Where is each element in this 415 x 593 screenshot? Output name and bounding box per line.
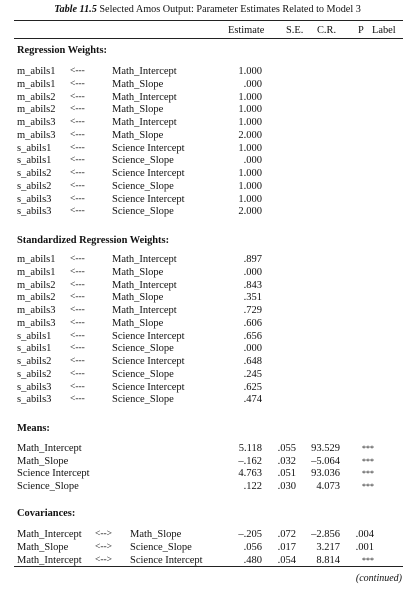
- section-title-regression: Regression Weights:: [17, 45, 107, 56]
- estimate-value: 1.000: [238, 193, 262, 205]
- dependent-variable: m_abils1: [17, 266, 56, 278]
- header-rule: [14, 38, 403, 39]
- cr-value: 93.036: [311, 468, 340, 480]
- header-p: P: [358, 25, 364, 36]
- estimate-value: .656: [243, 330, 262, 342]
- predictor-variable: Math_Slope: [112, 317, 164, 329]
- path-arrow: <---: [70, 104, 85, 115]
- estimate-value: –.205: [238, 529, 262, 540]
- path-arrow: <---: [70, 129, 85, 140]
- header-se: S.E.: [286, 25, 304, 36]
- table-row: [0, 205, 415, 218]
- estimate-value: –.162: [238, 455, 262, 467]
- path-arrow: <---: [70, 117, 85, 127]
- cr-value: 93.529: [311, 443, 340, 454]
- estimate-value: .648: [243, 356, 262, 367]
- p-value: ***: [362, 469, 374, 479]
- table-row: [0, 528, 415, 541]
- dependent-variable: m_abils2: [17, 104, 56, 116]
- dependent-variable: s_abils3: [17, 193, 52, 205]
- section-title-covariances: Covariances:: [17, 508, 76, 519]
- estimate-value: 5.118: [238, 443, 262, 454]
- p-value: .001: [355, 541, 374, 553]
- mean-variable: Math_Intercept: [17, 443, 82, 454]
- path-arrow: <---: [70, 155, 85, 166]
- se-value: .051: [277, 468, 296, 480]
- estimate-value: .474: [243, 394, 262, 406]
- dependent-variable: s_abils3: [17, 381, 52, 393]
- table-row: [0, 541, 415, 554]
- predictor-variable: Science_Slope: [112, 155, 174, 167]
- estimate-value: .000: [243, 155, 262, 167]
- dependent-variable: m_abils3: [17, 117, 56, 128]
- path-arrow: <---: [70, 78, 85, 89]
- se-value: .072: [277, 529, 296, 540]
- path-arrow: <---: [70, 254, 85, 264]
- estimate-value: 2.000: [238, 206, 262, 218]
- dependent-variable: s_abils2: [17, 356, 52, 367]
- estimate-value: .729: [243, 305, 262, 316]
- table-number: Table 11.5: [54, 4, 97, 15]
- estimate-value: 4.763: [238, 468, 262, 480]
- mean-variable: Math_Slope: [17, 455, 69, 467]
- predictor-variable: Math_Slope: [112, 78, 164, 90]
- covariance-arrow: <-->: [95, 529, 113, 539]
- dependent-variable: s_abils2: [17, 368, 52, 380]
- dependent-variable: s_abils1: [17, 343, 52, 355]
- estimate-value: 1.000: [238, 91, 262, 103]
- table-row: [0, 103, 415, 116]
- path-arrow: <---: [70, 317, 85, 328]
- predictor-variable: Math_Intercept: [112, 66, 177, 77]
- dependent-variable: m_abils1: [17, 78, 56, 90]
- table-row: [0, 129, 415, 142]
- table-row: [0, 554, 415, 567]
- table-row: [0, 291, 415, 304]
- header-cr: C.R.: [317, 25, 337, 36]
- estimate-value: .606: [243, 317, 262, 329]
- table-row: [0, 65, 415, 78]
- estimate-value: 1.000: [238, 142, 262, 154]
- estimate-value: 1.000: [238, 66, 262, 77]
- path-arrow: <---: [70, 193, 85, 204]
- estimate-value: .625: [243, 381, 262, 393]
- predictor-variable: Science Intercept: [112, 381, 185, 393]
- estimate-value: .480: [243, 554, 262, 566]
- covariance-arrow: <-->: [95, 541, 113, 552]
- predictor-variable: Science Intercept: [112, 142, 185, 154]
- path-arrow: <---: [70, 66, 85, 76]
- table-row: [0, 342, 415, 355]
- cr-value: 3.217: [316, 541, 340, 553]
- dependent-variable: s_abils2: [17, 168, 52, 179]
- predictor-variable: Math_Intercept: [112, 117, 177, 128]
- predictor-variable: Math_Slope: [112, 292, 164, 304]
- path-arrow: <---: [70, 330, 85, 341]
- estimate-value: .000: [243, 266, 262, 278]
- covariance-variable-b: Science Intercept: [130, 554, 203, 566]
- estimate-value: 1.000: [238, 117, 262, 128]
- cr-value: –5.064: [311, 455, 340, 467]
- cr-value: –2.856: [311, 529, 340, 540]
- estimate-value: 1.000: [238, 180, 262, 192]
- predictor-variable: Science_Slope: [112, 180, 174, 192]
- predictor-variable: Math_Intercept: [112, 91, 177, 103]
- dependent-variable: m_abils1: [17, 254, 56, 265]
- path-arrow: <---: [70, 356, 85, 366]
- table-row: [0, 467, 415, 480]
- path-arrow: <---: [70, 292, 85, 303]
- table-row: [0, 253, 415, 266]
- estimate-value: 2.000: [238, 129, 262, 141]
- predictor-variable: Science Intercept: [112, 168, 185, 179]
- path-arrow: <---: [70, 180, 85, 191]
- covariance-variable-a: Math_Slope: [17, 541, 69, 553]
- table-row: [0, 480, 415, 493]
- dependent-variable: m_abils2: [17, 91, 56, 103]
- predictor-variable: Math_Intercept: [112, 279, 177, 291]
- covariance-variable-b: Math_Slope: [130, 529, 182, 540]
- estimate-value: .897: [243, 254, 262, 265]
- path-arrow: <---: [70, 305, 85, 315]
- path-arrow: <---: [70, 279, 85, 290]
- table-row: [0, 442, 415, 455]
- table-row: [0, 355, 415, 368]
- p-value: ***: [362, 555, 374, 565]
- predictor-variable: Math_Slope: [112, 104, 164, 116]
- estimate-value: .843: [243, 279, 262, 291]
- path-arrow: <---: [70, 394, 85, 405]
- dependent-variable: s_abils3: [17, 394, 52, 406]
- table-row: [0, 279, 415, 292]
- table-row: [0, 167, 415, 180]
- table-row: [0, 368, 415, 381]
- section-title-standardized: Standardized Regression Weights:: [17, 235, 170, 246]
- predictor-variable: Science Intercept: [112, 330, 185, 342]
- dependent-variable: s_abils2: [17, 180, 52, 192]
- path-arrow: <---: [70, 381, 85, 392]
- predictor-variable: Math_Intercept: [112, 305, 177, 316]
- table-row: [0, 116, 415, 129]
- dependent-variable: s_abils1: [17, 330, 52, 342]
- p-value: ***: [362, 456, 374, 466]
- table-row: [0, 154, 415, 167]
- table-row: [0, 317, 415, 330]
- table-title: Selected Amos Output: Parameter Estimates Related to Model 3: [99, 4, 361, 15]
- se-value: .055: [277, 443, 296, 454]
- table-row: [0, 193, 415, 206]
- table-row: [0, 455, 415, 468]
- se-value: .032: [277, 455, 296, 467]
- bottom-rule: [14, 566, 403, 567]
- estimate-value: .000: [243, 78, 262, 90]
- path-arrow: <---: [70, 91, 85, 102]
- estimate-value: .000: [243, 343, 262, 355]
- path-arrow: <---: [70, 168, 85, 178]
- path-arrow: <---: [70, 142, 85, 153]
- cr-value: 8.814: [316, 554, 340, 566]
- predictor-variable: Math_Slope: [112, 129, 164, 141]
- se-value: .017: [277, 541, 296, 553]
- path-arrow: <---: [70, 206, 85, 217]
- dependent-variable: m_abils2: [17, 292, 56, 304]
- continued-note: (continued): [355, 573, 402, 584]
- p-value: ***: [362, 444, 374, 453]
- mean-variable: Science Intercept: [17, 468, 90, 480]
- covariance-variable-b: Science_Slope: [130, 541, 192, 553]
- covariance-variable-a: Math_Intercept: [17, 529, 82, 540]
- dependent-variable: m_abils3: [17, 317, 56, 329]
- table-row: [0, 180, 415, 193]
- path-arrow: <---: [70, 368, 85, 379]
- path-arrow: <---: [70, 343, 85, 354]
- predictor-variable: Science_Slope: [112, 368, 174, 380]
- table-row: [0, 266, 415, 279]
- table-row: [0, 393, 415, 406]
- path-arrow: <---: [70, 266, 85, 277]
- estimate-value: .351: [243, 292, 262, 304]
- table-row: [0, 381, 415, 394]
- estimate-value: .056: [243, 541, 262, 553]
- predictor-variable: Math_Slope: [112, 266, 164, 278]
- predictor-variable: Science_Slope: [112, 206, 174, 218]
- covariance-arrow: <-->: [95, 554, 113, 565]
- table-row: [0, 142, 415, 155]
- estimate-value: 1.000: [238, 168, 262, 179]
- table-row: [0, 304, 415, 317]
- table-row: [0, 78, 415, 91]
- cr-value: 4.073: [316, 480, 340, 492]
- predictor-variable: Science_Slope: [112, 343, 174, 355]
- table-row: [0, 330, 415, 343]
- p-value: .004: [355, 529, 374, 540]
- predictor-variable: Science_Slope: [112, 394, 174, 406]
- dependent-variable: s_abils1: [17, 155, 52, 167]
- predictor-variable: Science Intercept: [112, 193, 185, 205]
- table-caption: [0, 4, 415, 15]
- dependent-variable: m_abils2: [17, 279, 56, 291]
- estimate-value: .122: [243, 480, 262, 492]
- predictor-variable: Science Intercept: [112, 356, 185, 367]
- header-label: Label: [372, 25, 396, 36]
- predictor-variable: Math_Intercept: [112, 254, 177, 265]
- section-title-means: Means:: [17, 423, 50, 434]
- dependent-variable: m_abils1: [17, 66, 56, 77]
- p-value: ***: [362, 481, 374, 491]
- dependent-variable: s_abils1: [17, 142, 52, 154]
- covariance-variable-a: Math_Intercept: [17, 554, 82, 566]
- top-rule: [14, 20, 403, 21]
- dependent-variable: m_abils3: [17, 305, 56, 316]
- dependent-variable: m_abils3: [17, 129, 56, 141]
- estimate-value: 1.000: [238, 104, 262, 116]
- dependent-variable: s_abils3: [17, 206, 52, 218]
- se-value: .030: [277, 480, 296, 492]
- mean-variable: Science_Slope: [17, 480, 79, 492]
- table-row: [0, 91, 415, 104]
- header-estimate: Estimate: [228, 25, 265, 36]
- se-value: .054: [277, 554, 296, 566]
- estimate-value: .245: [243, 368, 262, 380]
